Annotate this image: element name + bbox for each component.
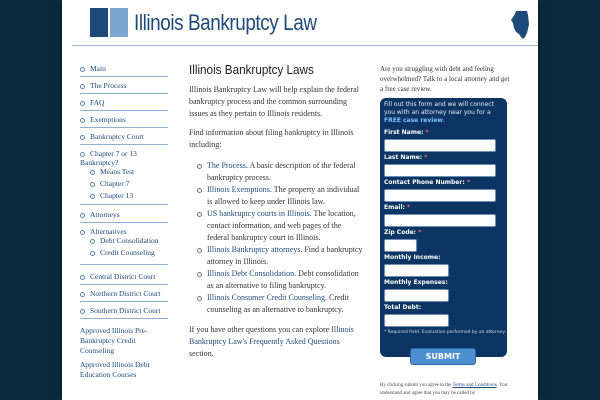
list-item: US bankruptcy courts in Illinois. The location, contact information, and web pages of the federal bankruptcy court in Illinois. bbox=[207, 208, 363, 244]
link-consumer-credit-counseling[interactable]: Illinois Consumer Credit Counseling bbox=[207, 293, 325, 302]
sidebar-item-northern-district-court[interactable]: Northern District Court bbox=[80, 289, 168, 298]
bullet-icon bbox=[197, 248, 202, 253]
nav-divider bbox=[80, 110, 168, 111]
bullet-icon bbox=[80, 118, 85, 123]
link-us-bankruptcy-courts[interactable]: US bankruptcy courts in Illinois bbox=[207, 209, 310, 218]
bullet-icon bbox=[90, 239, 95, 244]
phone-field[interactable] bbox=[384, 189, 496, 202]
bullet-icon bbox=[90, 182, 95, 187]
logo-block-light bbox=[110, 8, 128, 37]
bullet-icon bbox=[80, 152, 85, 157]
monthly-income-label: Monthly Income: bbox=[384, 254, 441, 261]
bullet-icon bbox=[90, 194, 95, 199]
first-name-label: First Name: * bbox=[384, 129, 429, 136]
list-item: Illinois Consumer Credit Counseling. Credit counseling as an alternative to bankruptcy. bbox=[207, 292, 363, 316]
bullet-icon bbox=[197, 272, 202, 277]
sidebar-subitem-means-test[interactable]: Means Test bbox=[90, 167, 134, 176]
link-bankruptcy-attorneys[interactable]: Illinois Bankruptcy attorneys bbox=[207, 245, 301, 254]
illinois-map-icon bbox=[510, 10, 532, 40]
first-name-field[interactable] bbox=[384, 139, 496, 152]
bullet-icon bbox=[90, 170, 95, 175]
nav-divider bbox=[80, 222, 168, 223]
list-item: Illinois Debt Consolidation. Debt consolidation as an alternative to filing bankruptcy. bbox=[207, 268, 363, 292]
site-title[interactable]: Illinois Bankruptcy Law bbox=[134, 10, 317, 35]
page bbox=[62, 0, 538, 400]
bullet-icon bbox=[197, 164, 202, 169]
sidebar-subitem-chapter-7[interactable]: Chapter 7 bbox=[90, 179, 129, 188]
nav-divider bbox=[80, 284, 168, 285]
nav-divider bbox=[80, 93, 168, 94]
email-label: Email: * bbox=[384, 204, 411, 211]
sidebar-item-main[interactable]: Main bbox=[80, 64, 168, 73]
zip-code-field[interactable] bbox=[384, 239, 417, 252]
site-header bbox=[72, 0, 538, 46]
sidebar-item-faq[interactable]: FAQ bbox=[80, 98, 168, 107]
form-intro: Fill out this form and we will connect you with an attorney near you for a FREE case review. bbox=[384, 101, 494, 124]
sidebar-subitem-credit-counseling[interactable]: Credit Counseling bbox=[90, 248, 155, 257]
bullet-icon bbox=[80, 275, 85, 280]
bullet-icon bbox=[197, 296, 202, 301]
email-field[interactable] bbox=[384, 214, 496, 227]
bullet-icon bbox=[80, 230, 85, 235]
sidebar-item-chapter-7-or-13[interactable]: Chapter 7 or 13 Bankruptcy? bbox=[80, 149, 137, 167]
sidebar-item-central-district-court[interactable]: Central District Court bbox=[80, 272, 168, 281]
outro-paragraph: If you have other questions you can explore Illinois Bankruptcy Law's Frequently Asked Questions section. bbox=[189, 325, 354, 358]
link-pre-bankruptcy-counseling[interactable]: Approved Illinois Pre-Bankruptcy Credit Counseling bbox=[80, 326, 148, 355]
sidebar-subitem-debt-consolidation[interactable]: Debt Consolidation bbox=[90, 236, 159, 245]
nav-divider bbox=[80, 318, 168, 319]
terms-link[interactable]: Terms and Conditions bbox=[452, 383, 497, 388]
list-item: Illinois Bankruptcy attorneys. Find a bankruptcy attorney in Illinois. bbox=[207, 244, 363, 268]
bullet-icon bbox=[80, 213, 85, 218]
sidebar-item-southern-district-court[interactable]: Southern District Court bbox=[80, 306, 168, 315]
main-content bbox=[189, 62, 364, 358]
total-debt-label: Total Debt: bbox=[384, 304, 422, 311]
bullet-icon bbox=[80, 84, 85, 89]
bullet-icon bbox=[80, 309, 85, 314]
nav-divider bbox=[80, 144, 168, 145]
bullet-icon bbox=[80, 67, 85, 72]
case-review-form bbox=[380, 98, 507, 357]
find-paragraph: Find information about filing bankruptcy in Illinois including: bbox=[189, 128, 354, 149]
sidebar-item-exemptions[interactable]: Exemptions bbox=[80, 115, 168, 124]
cta-prompt: Are you struggling with debt and feeling overwhelmed? Talk to a local attorney and get a free case review. bbox=[380, 65, 510, 93]
link-illinois-exemptions[interactable]: Illinois Exemptions bbox=[207, 185, 270, 194]
header-divider bbox=[72, 45, 538, 46]
link-debt-consolidation[interactable]: Illinois Debt Consolidation bbox=[207, 269, 295, 278]
last-name-label: Last Name: * bbox=[384, 154, 428, 161]
disclaimer: By clicking submit you agree to the Terms and Conditions. You understand and agree that you may be called by bbox=[380, 383, 508, 396]
bullet-icon bbox=[90, 251, 95, 256]
zip-code-label: Zip Code: * bbox=[384, 229, 422, 236]
sidebar-subitem-chapter-13[interactable]: Chapter 13 bbox=[90, 191, 133, 200]
nav-divider bbox=[80, 127, 168, 128]
bullet-icon bbox=[80, 135, 85, 140]
total-debt-field[interactable] bbox=[384, 314, 449, 327]
sidebar-item-the-process[interactable]: The Process bbox=[80, 81, 168, 90]
nav-divider bbox=[80, 264, 168, 265]
bullet-icon bbox=[197, 212, 202, 217]
bullet-icon bbox=[197, 188, 202, 193]
page-title: Illinois Bankruptcy Laws bbox=[189, 62, 314, 77]
submit-button[interactable]: SUBMIT bbox=[410, 348, 476, 365]
last-name-field[interactable] bbox=[384, 164, 496, 177]
nav-divider bbox=[80, 301, 168, 302]
monthly-expenses-label: Monthly Expenses: bbox=[384, 279, 448, 286]
list-item: The Process. A basic description of the federal bankruptcy process. bbox=[207, 160, 363, 184]
link-faq[interactable]: Illinois Bankruptcy Law's Frequently Asked Questions bbox=[189, 325, 354, 346]
sidebar-item-attorneys[interactable]: Attorneys bbox=[80, 210, 168, 219]
monthly-income-field[interactable] bbox=[384, 264, 449, 277]
phone-label: Contact Phone Number: * bbox=[384, 179, 470, 186]
logo-block-dark bbox=[90, 8, 108, 37]
monthly-expenses-field[interactable] bbox=[384, 289, 449, 302]
bullet-icon bbox=[80, 292, 85, 297]
link-debt-education-courses[interactable]: Approved Illinois Debt Education Courses bbox=[80, 360, 150, 379]
bullet-icon bbox=[80, 101, 85, 106]
required-note: * Required field. Evaluation performed by an attorney. bbox=[384, 330, 506, 335]
sidebar-item-bankruptcy-court[interactable]: Bankruptcy Court bbox=[80, 132, 168, 141]
sidebar-item-alternatives[interactable]: Alternatives bbox=[80, 227, 168, 236]
list-item: Illinois Exemptions. The property an individual is allowed to keep under Illinois law. bbox=[207, 184, 363, 208]
intro-paragraph: Illinois Bankruptcy Law will help explain the federal bankruptcy process and the common surrounding issues as they pertain to Illinois residents. bbox=[189, 85, 359, 118]
nav-divider bbox=[80, 204, 168, 205]
nav-divider bbox=[80, 76, 168, 77]
link-the-process[interactable]: The Process bbox=[207, 161, 246, 170]
